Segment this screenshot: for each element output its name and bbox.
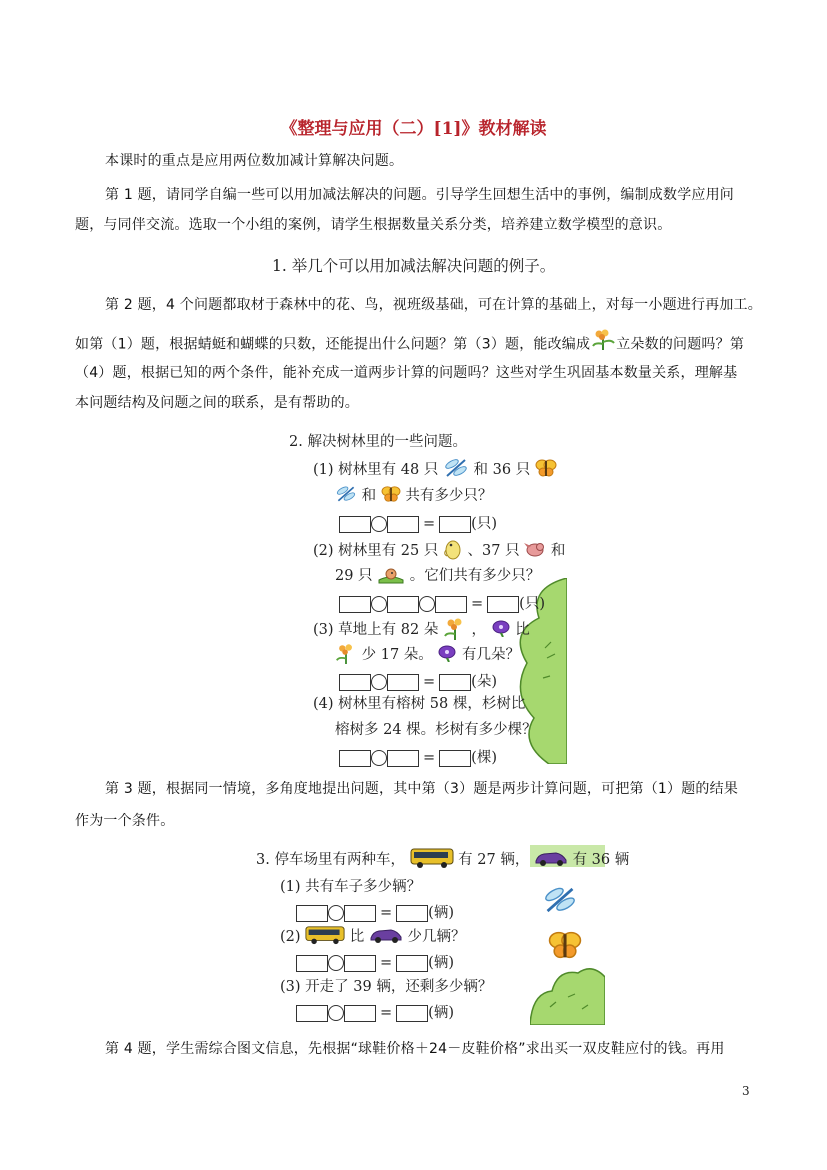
paragraph-intro: 本课时的重点是应用两位数加减计算解决问题。 (105, 153, 404, 169)
morning-glory-icon (491, 619, 511, 641)
figure2-q3-text-c: 比 (515, 622, 530, 638)
figure3-q2 (280, 925, 465, 949)
figure3-parking-problems (250, 845, 630, 1025)
paragraph-q3-line2: 作为一个条件。 (75, 813, 175, 829)
figure2-q1-text-a: (1) 树林里有 48 只 (313, 462, 439, 478)
answer-box[interactable] (296, 905, 328, 922)
figure2-q4-line2: 榕树多 24 棵。杉树有多少棵？ (335, 722, 537, 738)
bird-icon (524, 539, 546, 563)
morning-glory-icon (437, 644, 457, 666)
operator-circle[interactable] (328, 905, 344, 921)
car-icon (369, 926, 403, 948)
figure2-q3-text-e: 有几朵？ (462, 647, 520, 663)
paragraph-q1-line2: 题，与同伴交流。选取一个小组的案例，请学生根据数量关系分类，培养建立数学模型的意识。 (75, 217, 672, 233)
figure2-q3-text-b: ， (471, 622, 487, 638)
answer-box[interactable] (339, 674, 371, 691)
unit-label: (只) (471, 516, 497, 532)
bird-icon (443, 538, 463, 564)
equals-sign: = (380, 1005, 393, 1021)
answer-box[interactable] (396, 1005, 428, 1022)
answer-box[interactable] (387, 596, 419, 613)
figure3-q2-equation (296, 951, 454, 972)
operator-circle[interactable] (328, 1005, 344, 1021)
equals-sign: = (380, 955, 393, 971)
answer-box[interactable] (344, 955, 376, 972)
answer-box[interactable] (439, 516, 471, 533)
figure2-q2-text-a: (2) 树林里有 25 只 (313, 543, 439, 559)
figure2-q1-line2 (335, 484, 492, 507)
answer-box[interactable] (344, 1005, 376, 1022)
figure3-q2-text-c: 少几辆？ (407, 929, 466, 945)
answer-box[interactable] (435, 596, 467, 613)
unit-label: (辆) (428, 955, 454, 971)
dragonfly-icon (335, 485, 357, 507)
paragraph-q2-line2-b: 立朵数的问题吗？第 (616, 336, 745, 353)
equals-sign: = (423, 516, 436, 532)
figure2-q1-text-c: 和 (361, 488, 377, 504)
figure2-q2-text-d: 29 只 (335, 568, 373, 584)
figure3-heading (256, 847, 629, 873)
paragraph-q2-line1: 第 2 题，4 个问题都取材于森林中的花、鸟，视班级基础，可在计算的基础上，对每一小题进行再加工。 (105, 297, 762, 313)
paragraph-q2-line2 (75, 328, 744, 361)
figure2-q2-text-b: 、37 只 (467, 543, 520, 559)
equals-sign: = (423, 674, 436, 690)
figure2-q3-equation (339, 670, 497, 691)
dragonfly-icon (542, 883, 578, 921)
figure3-heading-c: 有 36 辆 (572, 852, 630, 868)
answer-box[interactable] (487, 596, 519, 613)
paragraph-q2-line4: 本问题结构及问题之间的联系，是有帮助的。 (75, 395, 359, 411)
figure2-q2-text-e: 。它们共有多少只？ (409, 568, 541, 584)
paragraph-q1-line1: 第 1 题，请同学自编一些可以用加减法解决的问题。引导学生回想生活中的事例，编制成数学应用问 (105, 187, 735, 203)
butterfly-icon (535, 458, 557, 482)
figure2-q3-line2 (335, 642, 520, 668)
flower-icon (335, 642, 357, 668)
paragraph-q2-line2-a: 如第（1）题，根据蜻蜓和蝴蝶的只数，还能提出什么问题？第（3）题，能改编成 (75, 336, 591, 353)
paragraph-q3-line1: 第 3 题，根据同一情境，多角度地提出问题，其中第（3）题是两步计算问题，可把第（1）题的结果 (105, 781, 739, 797)
flower-icon (590, 328, 616, 361)
paragraph-q2-line3: （4）题，根据已知的两个条件，能补充成一道两步计算的问题吗？这些对学生巩固基本数量关系，理解基 (75, 365, 738, 381)
figure2-q2-text-c: 和 (550, 543, 566, 559)
butterfly-icon (548, 929, 582, 965)
unit-label: (辆) (428, 905, 454, 921)
figure3-q3: (3) 开走了 39 辆，还剩多少辆？ (280, 979, 493, 995)
bird-icon (377, 564, 405, 588)
equals-sign: = (471, 596, 484, 612)
equals-sign: = (423, 750, 436, 766)
operator-circle[interactable] (371, 674, 387, 690)
bush-illustration (530, 963, 605, 1025)
bus-icon (305, 925, 345, 949)
document-title: 《整理与应用（二）[1]》教材解读 (280, 119, 547, 139)
operator-circle[interactable] (371, 596, 387, 612)
answer-box[interactable] (296, 955, 328, 972)
figure2-q3-text-d: 少 17 朵。 (361, 647, 433, 663)
paragraph-q4-line1: 第 4 题，学生需综合图文信息，先根据“球鞋价格＋24－皮鞋价格”求出买一双皮鞋应付的钱。再用 (105, 1041, 725, 1057)
figure2-q2-line1 (313, 538, 565, 564)
operator-circle[interactable] (328, 955, 344, 971)
figure2-q1-text-d: 共有多少只？ (405, 488, 493, 504)
figure2-q1-text-b: 和 36 只 (473, 462, 531, 478)
figure2-heading: 2. 解决树林里的一些问题。 (289, 434, 467, 450)
unit-label: (朵) (471, 674, 497, 690)
figure2-q3-text-a: (3) 草地上有 82 朵 (313, 622, 439, 638)
answer-box[interactable] (387, 516, 419, 533)
figure2-q2-equation (339, 592, 545, 613)
unit-label: (辆) (428, 1005, 454, 1021)
bus-icon (410, 847, 454, 873)
figure2-q4-line1: (4) 树林里有榕树 58 棵，杉树比 (313, 696, 526, 712)
butterfly-icon (381, 485, 401, 507)
answer-box[interactable] (339, 596, 371, 613)
answer-box[interactable] (396, 955, 428, 972)
figure2-forest-problems (283, 428, 566, 764)
figure1-caption: 1. 举几个可以用加减法解决问题的例子。 (272, 257, 556, 275)
answer-box[interactable] (339, 750, 371, 767)
answer-box[interactable] (387, 750, 419, 767)
figure2-q1-equation (339, 512, 497, 533)
operator-circle[interactable] (371, 750, 387, 766)
answer-box[interactable] (339, 516, 371, 533)
figure2-q4-equation (339, 746, 497, 767)
flower-icon (443, 616, 467, 644)
figure2-q3-line1 (313, 616, 530, 644)
figure3-q3-equation (296, 1001, 454, 1022)
figure2-q2-line2 (335, 564, 540, 588)
answer-box[interactable] (396, 905, 428, 922)
figure3-heading-a: 3. 停车场里有两种车， (256, 852, 405, 868)
page-number: 3 (742, 1084, 750, 1098)
answer-box[interactable] (387, 674, 419, 691)
figure2-q1-line1 (313, 458, 557, 482)
figure3-q2-text-a: (2) (280, 929, 301, 945)
unit-label: (棵) (471, 750, 497, 766)
figure3-q2-text-b: 比 (349, 929, 365, 945)
equals-sign: = (380, 905, 393, 921)
figure3-q1-equation (296, 901, 454, 922)
unit-label: (只) (519, 596, 545, 612)
operator-circle[interactable] (371, 516, 387, 532)
answer-box[interactable] (439, 750, 471, 767)
figure3-heading-b: 有 27 辆， (458, 852, 530, 868)
dragonfly-icon (443, 458, 469, 482)
operator-circle[interactable] (419, 596, 435, 612)
figure3-q1: (1) 共有车子多少辆？ (280, 879, 422, 895)
answer-box[interactable] (344, 905, 376, 922)
answer-box[interactable] (439, 674, 471, 691)
car-icon (534, 849, 568, 871)
answer-box[interactable] (296, 1005, 328, 1022)
